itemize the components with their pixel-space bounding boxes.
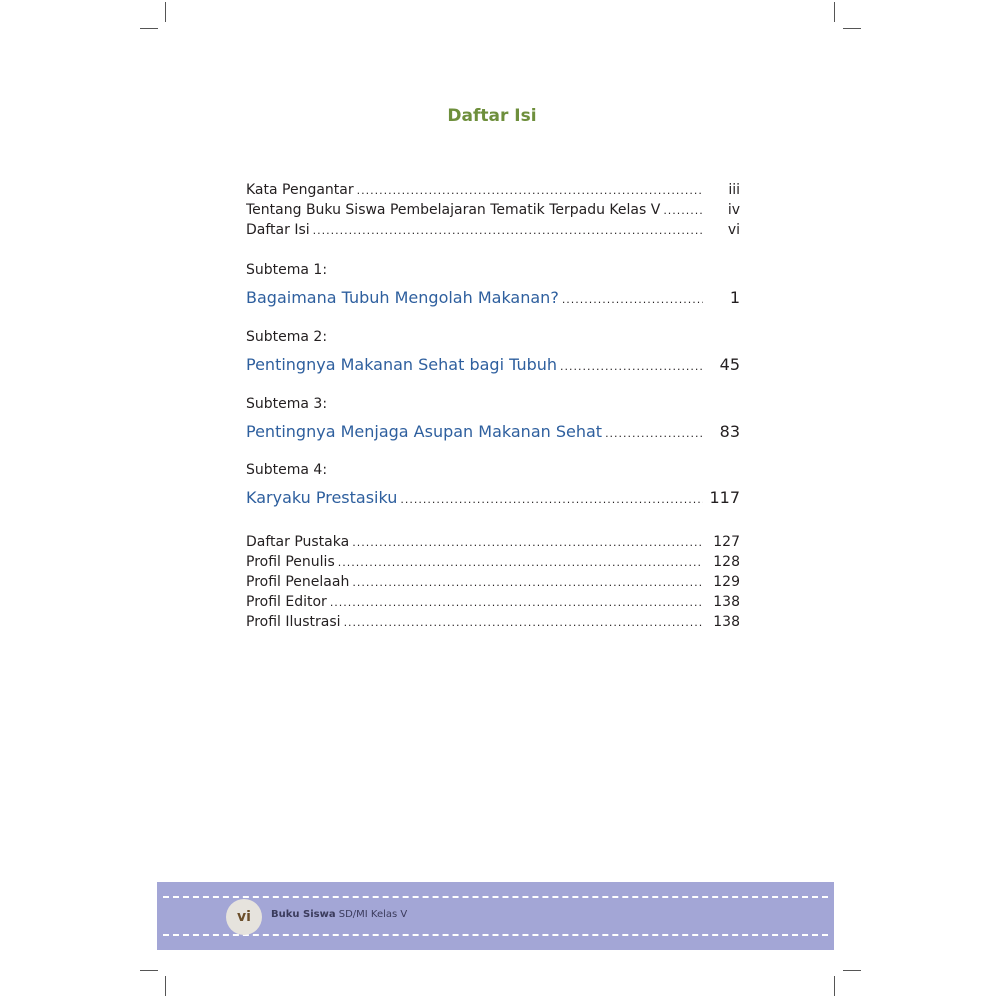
toc-entry-label: Profil Penelaah bbox=[246, 574, 350, 590]
crop-mark bbox=[140, 970, 158, 971]
subtema-title: Pentingnya Menjaga Asupan Makanan Sehat bbox=[246, 422, 603, 441]
toc-entry-label: Tentang Buku Siswa Pembelajaran Tematik Terpadu Kelas V bbox=[246, 202, 661, 218]
crop-mark bbox=[843, 28, 861, 29]
toc-entry-label: Profil Editor bbox=[246, 594, 327, 610]
dot-leader bbox=[663, 201, 703, 220]
toc-entry[interactable] bbox=[246, 220, 740, 240]
subtema-entry[interactable] bbox=[246, 420, 740, 444]
toc-entry[interactable] bbox=[246, 200, 740, 220]
subtema-title: Karyaku Prestasiku bbox=[246, 488, 398, 507]
toc-entry[interactable] bbox=[246, 592, 740, 612]
footer-book-title bbox=[271, 909, 407, 920]
subtema-heading: Subtema 4: bbox=[246, 462, 328, 478]
toc-entry-label: Daftar Pustaka bbox=[246, 534, 350, 550]
footer-book-title-rest: SD/MI Kelas V bbox=[335, 909, 408, 920]
dot-leader bbox=[313, 221, 703, 240]
crop-mark bbox=[834, 976, 835, 996]
toc-subtema-1 bbox=[246, 260, 740, 310]
footer-dashed-line bbox=[163, 896, 828, 898]
crop-mark bbox=[140, 28, 158, 29]
subtema-page: 45 bbox=[719, 355, 740, 374]
page-number-badge bbox=[226, 899, 262, 935]
toc-entry-page: iii bbox=[728, 182, 740, 198]
toc-back-matter bbox=[246, 532, 740, 632]
toc-front-matter bbox=[246, 180, 740, 240]
toc-entry[interactable] bbox=[246, 552, 740, 572]
footer-dashed-line bbox=[163, 934, 828, 936]
footer-band bbox=[157, 882, 834, 950]
toc-subtema-4 bbox=[246, 460, 740, 510]
toc-subtema-2 bbox=[246, 327, 740, 377]
footer-book-title-bold: Buku Siswa bbox=[271, 909, 336, 920]
toc-entry-page: 138 bbox=[713, 614, 740, 630]
dot-leader bbox=[338, 553, 703, 572]
toc-entry-page: 138 bbox=[713, 594, 740, 610]
toc-entry-label: Profil Ilustrasi bbox=[246, 614, 341, 630]
toc-entry-label: Kata Pengantar bbox=[246, 182, 354, 198]
crop-mark bbox=[834, 2, 835, 22]
toc-entry-page: vi bbox=[727, 222, 740, 238]
toc-entry[interactable] bbox=[246, 532, 740, 552]
dot-leader bbox=[605, 422, 703, 444]
subtema-page: 1 bbox=[729, 288, 740, 307]
page-title: Daftar Isi bbox=[447, 106, 537, 126]
subtema-page: 83 bbox=[719, 422, 740, 441]
subtema-title: Bagaimana Tubuh Mengolah Makanan? bbox=[246, 288, 559, 307]
dot-leader bbox=[330, 593, 703, 612]
crop-mark bbox=[165, 976, 166, 996]
dot-leader bbox=[344, 613, 703, 632]
crop-mark bbox=[843, 970, 861, 971]
toc-entry-label: Profil Penulis bbox=[246, 554, 335, 570]
crop-mark bbox=[165, 2, 166, 22]
dot-leader bbox=[560, 355, 703, 377]
toc-entry[interactable] bbox=[246, 180, 740, 200]
toc-entry-page: iv bbox=[727, 202, 740, 218]
toc-entry-page: 127 bbox=[713, 534, 740, 550]
toc-entry[interactable] bbox=[246, 612, 740, 632]
subtema-entry[interactable] bbox=[246, 353, 740, 377]
subtema-heading: Subtema 2: bbox=[246, 329, 328, 345]
subtema-heading: Subtema 1: bbox=[246, 262, 328, 278]
subtema-heading: Subtema 3: bbox=[246, 396, 328, 412]
toc-entry[interactable] bbox=[246, 572, 740, 592]
page-number: vi bbox=[237, 909, 251, 925]
dot-leader bbox=[352, 573, 703, 592]
subtema-page: 117 bbox=[709, 488, 740, 507]
subtema-entry[interactable] bbox=[246, 486, 740, 510]
toc-entry-label: Daftar Isi bbox=[246, 222, 310, 238]
toc-entry-page: 129 bbox=[713, 574, 740, 590]
dot-leader bbox=[400, 488, 703, 510]
dot-leader bbox=[357, 181, 703, 200]
toc-entry-page: 128 bbox=[713, 554, 740, 570]
dot-leader bbox=[352, 533, 703, 552]
toc-subtema-3 bbox=[246, 394, 740, 444]
subtema-title: Pentingnya Makanan Sehat bagi Tubuh bbox=[246, 355, 558, 374]
dot-leader bbox=[562, 288, 703, 310]
subtema-entry[interactable] bbox=[246, 286, 740, 310]
